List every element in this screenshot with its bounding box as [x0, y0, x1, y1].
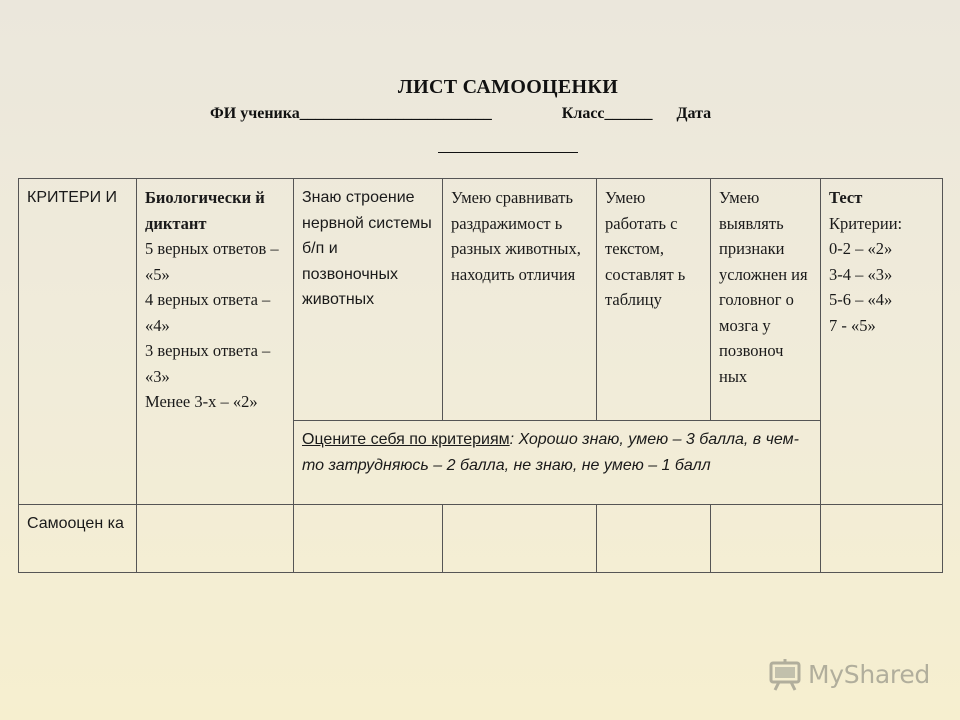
criteria-header-cell: КРИТЕРИ И	[19, 179, 137, 505]
date-label: Дата	[676, 105, 712, 122]
test-criteria-cell	[821, 179, 943, 505]
student-info-line	[210, 105, 711, 123]
dictation-line: 4 верных ответа – «4»	[145, 290, 271, 335]
student-name-label: ФИ ученика	[210, 105, 300, 122]
test-line: 5-6 – «4»	[829, 290, 893, 309]
watermark-text: MyShared	[808, 659, 930, 689]
presentation-board-icon	[768, 657, 802, 691]
class-label: Класс	[561, 105, 605, 122]
dictation-line: Менее 3-х – «2»	[145, 392, 258, 411]
class-blank: ______	[604, 105, 653, 122]
instruction-text: : Хорошо знаю, умею – 3 балла, в чем-то затрудняюсь – 2 балла, не знаю, не умею – 1 балл	[302, 431, 799, 474]
self-assessment-input-cell[interactable]	[443, 505, 597, 573]
test-line: 0-2 – «2»	[829, 239, 893, 258]
instruction-lead: Оцените себя по критериям	[302, 431, 510, 448]
test-line: 7 - «5»	[829, 315, 876, 335]
student-name-blank: ________________________	[299, 105, 492, 122]
text-table-criterion-cell: Умею работать с текстом, составлят ь таблицу	[597, 179, 711, 421]
instruction-cell	[294, 421, 821, 505]
self-assessment-input-cell[interactable]	[597, 505, 711, 573]
dictation-criteria-cell	[137, 179, 294, 505]
watermark-logo	[768, 656, 930, 692]
test-line: Критерии:	[829, 213, 903, 233]
nervous-system-criterion-cell: Знаю строение нервной системы б/п и позвоночных животных	[294, 179, 443, 421]
compare-irritability-criterion-cell: Умею сравнивать раздражимост ь разных животных, находить отличия	[443, 179, 597, 421]
self-assessment-input-cell[interactable]	[294, 505, 443, 573]
self-assessment-input-cell[interactable]	[137, 505, 294, 573]
dictation-line: 5 верных ответов – «5»	[145, 239, 279, 284]
test-line: 3-4 – «3»	[829, 264, 893, 284]
self-assessment-row	[19, 505, 943, 573]
brain-complexity-criterion-cell: Умею выявлять признаки усложнен ия головног о мозга у позвоноч ных	[711, 179, 821, 421]
sheet-title: ЛИСТ САМООЦЕНКИ	[397, 76, 619, 98]
self-assessment-header-cell: Самооцен ка	[19, 505, 137, 573]
test-title: Тест	[829, 188, 863, 207]
self-assessment-input-cell[interactable]	[821, 505, 943, 573]
self-assessment-input-cell[interactable]	[711, 505, 821, 573]
dictation-title: Биологически й диктант	[145, 188, 265, 233]
self-assessment-table	[18, 178, 943, 573]
criteria-row	[19, 179, 943, 421]
date-blank-line	[438, 132, 578, 153]
dictation-line: 3 верных ответа – «3»	[145, 341, 271, 386]
